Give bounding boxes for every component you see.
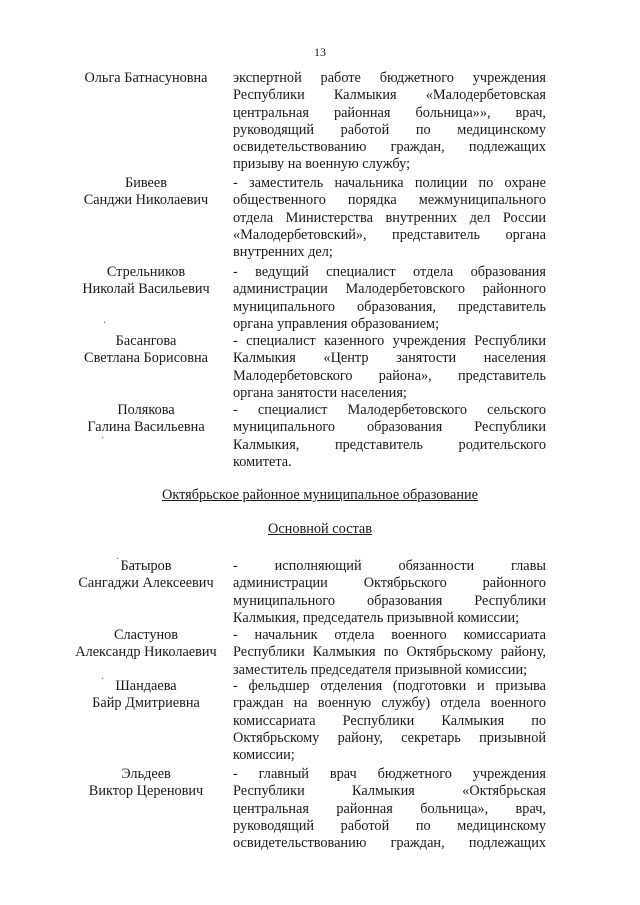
member-name: Батыров Сангаджи Алексеевич [78,558,214,592]
member-name: Ольга Батнасуновна [84,70,208,86]
subsection-title: Основной состав [268,521,372,537]
member-name: Бивеев Санджи Николаевич [83,175,209,209]
member-name: Эльдеев Виктор Церенович [88,766,204,800]
member-role: - ведущий специалист отдела образования администрации Малодербетовского районного муниципального образования, представитель органа управления образованием; [233,264,546,332]
scan-speck: · [101,674,105,685]
member-role: - фельдшер отделения (подготовки и призыва граждан на военную службу) отдела военного комиссариата Республики Калмыкия по Октябрьскому району, секретарь призывной комиссии; [233,678,546,764]
section-title: Октябрьское районное муниципальное образование [162,487,478,503]
member-name: Басангова Светлана Борисовна [84,333,208,367]
member-name: Шандаева Байр Дмитриевна [92,678,200,712]
member-name: Стрельников Николай Васильевич [82,264,210,298]
member-role: - начальник отдела военного комиссариата Республики Калмыкия по Октябрьскому району, заместитель председателя призывной комиссии; [233,627,546,678]
member-role: - заместитель начальника полиции по охране общественного порядка межмуниципального отдела Министерства внутренних дел России «Малодербетовский», представитель органа внутренних дел; [233,175,546,261]
member-name: Полякова Галина Васильевна [87,402,205,436]
member-role: - специалист Малодербетовского сельского муниципального образования Республики Калмыкия, представитель родительского комитета. [233,402,546,470]
scan-speck: · [101,433,105,444]
scan-speck: · [116,554,120,565]
member-role: экспертной работе бюджетного учреждения Республики Калмыкия «Малодербетовская центральная районная больница»», врач, руководящий работой по медицинскому освидетельствованию граждан, подлежащих призыву на военную службу; [233,70,546,173]
page-number: 13 [314,45,326,59]
member-role: - главный врач бюджетного учреждения Республики Калмыкия «Октябрьская центральная районная больница», врач, руководящий работой по медицинскому освидетельствованию граждан, подлежащих [233,766,546,852]
member-role: - исполняющий обязанности главы администрации Октябрьского районного муниципального образования Республики Калмыкия, председатель призывной комиссии; [233,558,546,626]
member-name: Сластунов Александр Николаевич [75,627,217,661]
scan-speck: · [103,318,107,329]
member-role: - специалист казенного учреждения Республики Калмыкия «Центр занятости населения Малодербетовского района», представитель органа занятости населения; [233,333,546,401]
